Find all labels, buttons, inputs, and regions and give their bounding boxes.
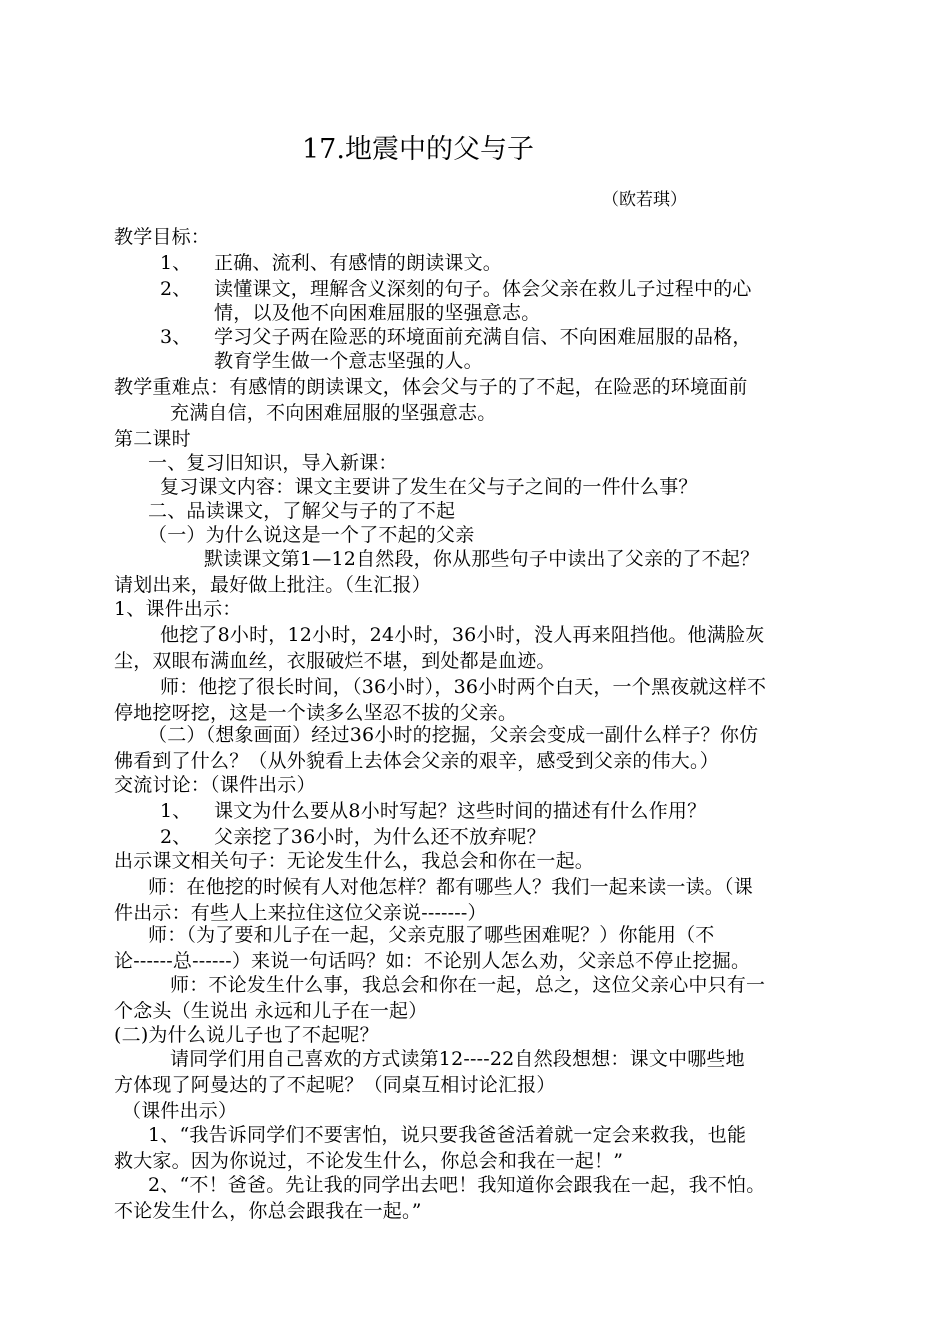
question-number: 1、	[160, 800, 192, 822]
key-points: 教学重难点：有感情的朗读课文，体会父与子的了不起，在险恶的环境面前	[114, 376, 748, 398]
author-name: （欧若琪）	[602, 190, 687, 210]
lesson-label: 第二课时	[114, 428, 191, 450]
section-heading: 二、品读课文，了解父与子的了不起	[148, 500, 456, 522]
objective-text: 情，以及他不向困难屈服的坚强意志。	[214, 302, 541, 324]
objective-number: 3、	[160, 326, 192, 348]
paragraph: （课件出示）	[122, 1100, 238, 1122]
teacher-remark: 师：不论发生什么事，我总会和你在一起，总之，这位父亲心中只有一	[170, 974, 766, 996]
teacher-remark: 师：在他挖的时候有人对他怎样？都有哪些人？我们一起来读一读。（课	[148, 876, 753, 898]
quote-text: 2、“不！爸爸。先让我的同学出去吧！我知道你会跟我在一起，我不怕。	[148, 1174, 766, 1196]
section-heading: 一、复习旧知识，导入新课：	[148, 452, 398, 474]
objective-text: 读懂课文，理解含义深刻的句子。体会父亲在救儿子过程中的心	[214, 278, 752, 300]
paragraph: 1、课件出示：	[114, 598, 242, 620]
paragraph: 出示课文相关句子：无论发生什么，我总会和你在一起。	[114, 850, 595, 872]
objective-text: 正确、流利、有感情的朗读课文。	[214, 252, 503, 274]
teacher-remark: 件出示：有些人上来拉住这位父亲说-------）	[114, 902, 487, 924]
teacher-remark: 师：他挖了很长时间，（36小时），36小时两个白天，一个黑夜就这样不	[160, 676, 767, 698]
paragraph: 方体现了阿曼达的了不起呢？（同桌互相讨论汇报）	[114, 1074, 556, 1096]
teacher-remark: 停地挖呀挖，这是一个读多么坚忍不拔的父亲。	[114, 702, 518, 724]
paragraph: 复习课文内容：课文主要讲了发生在父与子之间的一件什么事？	[160, 476, 698, 498]
quote-text: 救大家。因为你说过，不论发生什么，你总会和我在一起！”	[114, 1150, 624, 1172]
objective-text: 教育学生做一个意志坚强的人。	[214, 350, 483, 372]
question-text: 父亲挖了36小时，为什么还不放弃呢？	[214, 826, 546, 848]
key-points: 充满自信，不向困难屈服的坚强意志。	[170, 402, 497, 424]
subsection-heading: (二)为什么说儿子也了不起呢？	[114, 1024, 379, 1046]
document-title: 17.地震中的父与子	[302, 134, 534, 165]
question-number: 2、	[160, 826, 192, 848]
quote-text: 他挖了8小时，12小时，24小时，36小时，没人再来阻挡他。他满脸灰	[160, 624, 765, 646]
teacher-remark: 师：（为了要和儿子在一起，父亲克服了哪些困难呢？）你能用（不	[148, 924, 715, 946]
paragraph: （二）（想象画面）经过36小时的挖掘，父亲会变成一副什么样子？你仿	[148, 724, 759, 746]
paragraph: 请划出来，最好做上批注。（生汇报）	[114, 574, 431, 596]
objective-number: 1、	[160, 252, 192, 274]
subsection-heading: （一）为什么说这是一个了不起的父亲	[148, 524, 475, 546]
quote-text: 1、“我告诉同学们不要害怕，说只要我爸爸活着就一定会来救我，也能	[148, 1124, 747, 1146]
objective-text: 学习父子两在险恶的环境面前充满自信、不向困难屈服的品格，	[214, 326, 752, 348]
paragraph: 佛看到了什么？（从外貌看上去体会父亲的艰辛，感受到父亲的伟大。）	[114, 750, 719, 772]
objective-number: 2、	[160, 278, 192, 300]
paragraph: 默读课文第1—12自然段，你从那些句子中读出了父亲的了不起？	[204, 548, 760, 570]
paragraph: 交流讨论：（课件出示）	[114, 774, 316, 796]
objectives-heading: 教学目标：	[114, 226, 211, 248]
teacher-remark: 论------总------）来说一句话吗？如：不论别人怎么劝，父亲总不停止挖掘。	[114, 950, 751, 972]
quote-text: 不论发生什么，你总会跟我在一起。”	[114, 1200, 422, 1222]
teacher-remark: 个念头（生说出 永远和儿子在一起）	[114, 1000, 428, 1022]
quote-text: 尘，双眼布满血丝，衣服破烂不堪，到处都是血迹。	[114, 650, 556, 672]
question-text: 课文为什么要从8小时写起？这些时间的描述有什么作用？	[214, 800, 707, 822]
paragraph: 请同学们用自己喜欢的方式读第12----22自然段想想：课文中哪些地	[170, 1048, 745, 1070]
